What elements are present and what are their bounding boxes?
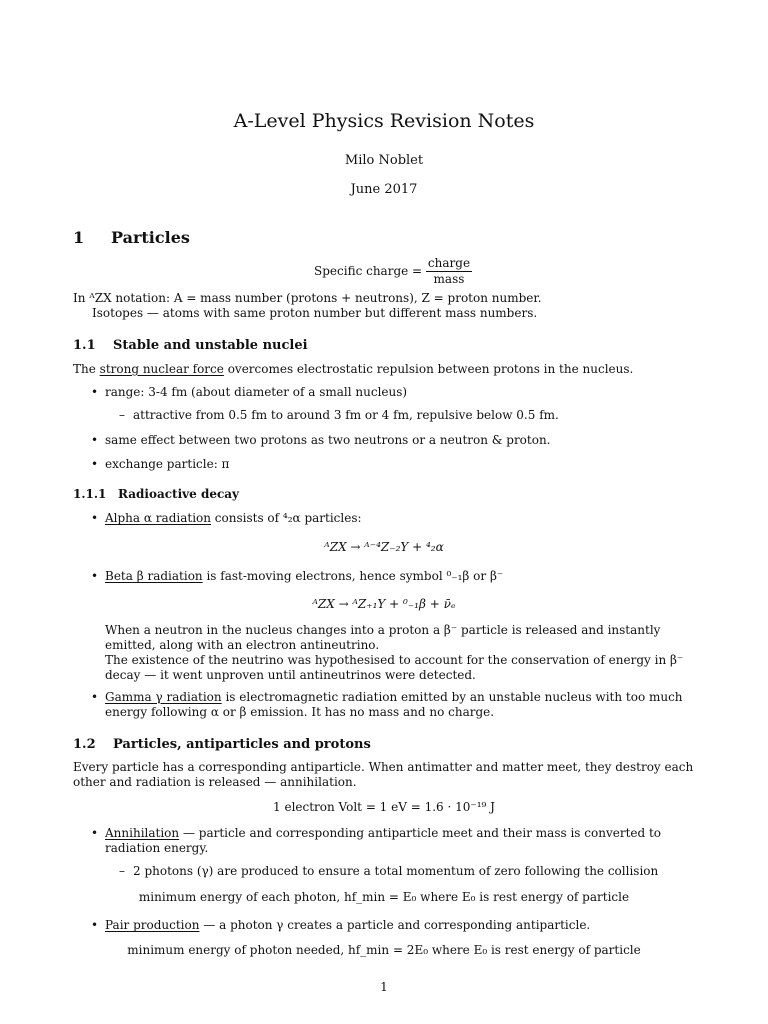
- subsection-title: Particles, antiparticles and protons: [113, 737, 371, 752]
- fraction-denominator: mass: [433, 272, 465, 286]
- bullet-gamma: [105, 690, 695, 720]
- intro-post: overcomes electrostatic repulsion between protons in the nucleus.: [223, 362, 634, 376]
- specific-charge-equation: [314, 256, 472, 287]
- pair-production-description: — a photon γ creates a particle and corresponding antiparticle.: [199, 918, 591, 932]
- page-number: 1: [380, 980, 388, 994]
- subsubsection-number: 1.1.1: [73, 487, 107, 501]
- bullet-alpha: [105, 511, 362, 526]
- bullet-pair-production: [105, 918, 590, 933]
- dash-attractive: – attractive from 0.5 fm to around 3 fm or 4 fm, repulsive below 0.5 fm.: [133, 408, 559, 423]
- antiparticle-intro: Every particle has a corresponding antiparticle. When antimatter and matter meet, they destroy each other and radiation is released — annihilation.: [73, 760, 694, 789]
- document-date: June 2017: [350, 182, 418, 197]
- annihilation-term: Annihilation: [105, 826, 180, 840]
- gamma-radiation-term: Gamma γ radiation: [105, 690, 222, 704]
- specific-charge-lhs: Specific charge =: [314, 264, 423, 278]
- dash-two-photons: – 2 photons (γ) are produced to ensure a total momentum of zero following the collision: [133, 864, 658, 879]
- beta-radiation-term: Beta β radiation: [105, 569, 203, 583]
- bullet-range: • range: 3-4 fm (about diameter of a small nucleus): [105, 385, 407, 400]
- pair-production-term: Pair production: [105, 918, 200, 932]
- document-title: A-Level Physics Revision Notes: [233, 110, 535, 132]
- beta-decay-equation: ᴬZX → ᴬZ₊₁Y + ⁰₋₁β + ν̄ₑ: [312, 597, 456, 611]
- bullet-exchange-particle: • exchange particle: π: [105, 457, 229, 472]
- annihilation-description: — particle and corresponding antiparticle meet and their mass is converted to radiation energy.: [105, 826, 662, 855]
- min-energy-each-photon: minimum energy of each photon, hf_min = E₀ where E₀ is rest energy of particle: [138, 890, 630, 904]
- beta-paragraph-2: The existence of the neutrino was hypothesised to account for the conservation of energy in β⁻ decay — it went unproven until antineutrinos were detected.: [105, 653, 684, 682]
- min-energy-photon-needed: minimum energy of photon needed, hf_min = 2E₀ where E₀ is rest energy of particle: [127, 943, 641, 957]
- subsection-number: 1.2: [73, 737, 96, 752]
- beta-description: is fast-moving electrons, hence symbol ⁰₋₁β or β⁻: [202, 569, 504, 583]
- strong-nuclear-force-term: strong nuclear force: [99, 362, 224, 376]
- strong-force-intro: [73, 362, 633, 377]
- specific-charge-fraction: [426, 256, 472, 287]
- alpha-decay-equation: ᴬZX → ᴬ⁻⁴Z₋₂Y + ⁴₂α: [324, 540, 444, 554]
- subsubsection-title: Radioactive decay: [118, 487, 240, 501]
- section-heading-particles: [73, 230, 190, 245]
- beta-paragraph-1: When a neutron in the nucleus changes into a proton a β⁻ particle is released and instantly emitted, along with an electron antineutrino.: [105, 623, 661, 652]
- alpha-description: consists of ⁴₂α particles:: [210, 511, 362, 525]
- gamma-description: is electromagnetic radiation emitted by an unstable nucleus with too much energy following α or β emission. It has no mass and no charge.: [105, 690, 683, 719]
- notation-line: In ᴬZX notation: A = mass number (protons + neutrons), Z = proton number.: [73, 291, 542, 305]
- alpha-radiation-term: Alpha α radiation: [105, 511, 211, 525]
- bullet-beta: [105, 569, 503, 584]
- intro-pre: The: [73, 362, 100, 376]
- document-author: Milo Noblet: [344, 153, 424, 168]
- subsection-number: 1.1: [73, 338, 96, 353]
- section-title: Particles: [111, 228, 190, 247]
- subsection-heading-stable-unstable: [73, 338, 308, 353]
- isotopes-line: Isotopes — atoms with same proton number but different mass numbers.: [92, 306, 538, 320]
- subsection-heading-antiparticles: [73, 737, 371, 752]
- electron-volt-equation: 1 electron Volt = 1 eV = 1.6 · 10⁻¹⁹ J: [273, 800, 495, 814]
- subsubsection-heading-radioactive-decay: [73, 487, 239, 502]
- subsection-title: Stable and unstable nuclei: [113, 338, 308, 353]
- section-number: 1: [73, 228, 85, 247]
- bullet-same-effect: • same effect between two protons as two neutrons or a neutron & proton.: [105, 433, 551, 448]
- fraction-numerator: charge: [427, 256, 471, 270]
- bullet-annihilation: [105, 826, 695, 856]
